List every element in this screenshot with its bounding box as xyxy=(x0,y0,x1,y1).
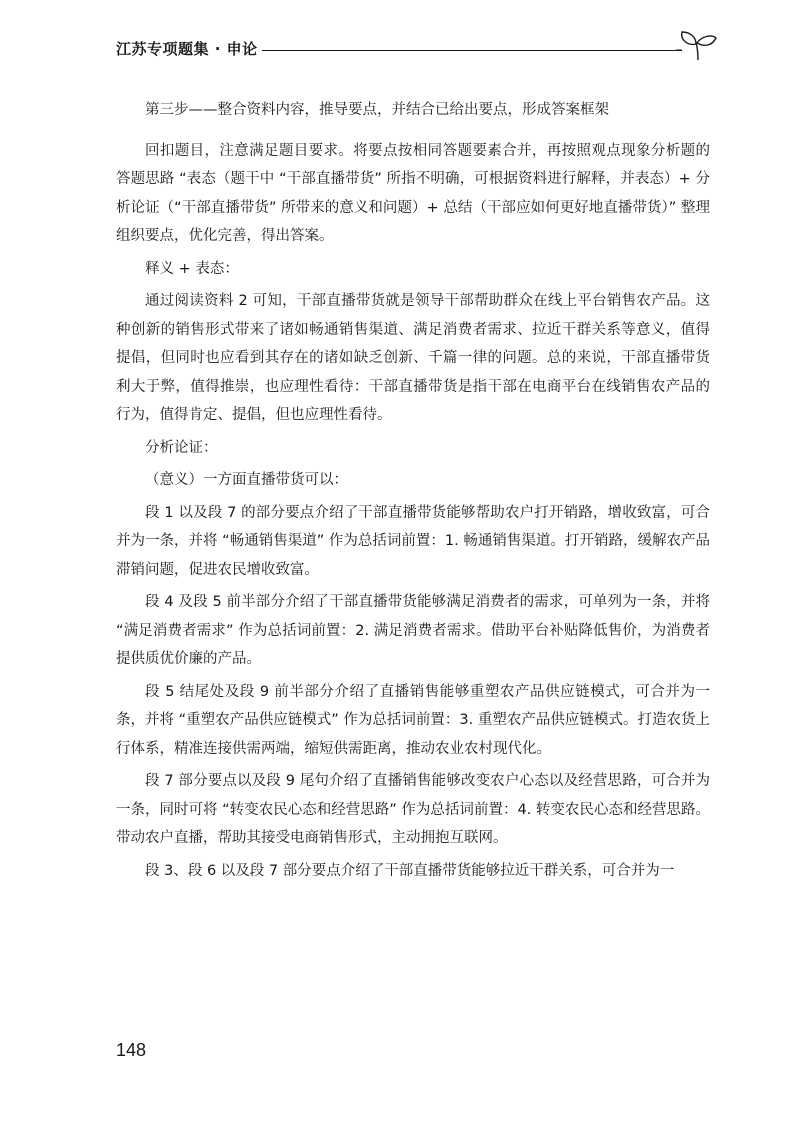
sprout-icon xyxy=(676,28,720,62)
paragraph: （意义）一方面直播带货可以： xyxy=(145,472,348,488)
paragraph: 通过阅读资料 2 可知，干部直播带货就是领导干部帮助群众在线上平台销售农产品。这种创新的销售形式带来了诸如畅通销售渠道、满足消费者需求、拉近干群关系等意义，值得提倡，但同时也应看到其存在的诸如缺乏创新、千篇一律的问题。总的来说，干部直播带货利大于弊，值得推崇，也应理性看待：干部直播带货是指干部在电商平台在线销售农产品的行为，值得肯定、提倡，但也应理性看待。 xyxy=(116,293,710,423)
paragraph: 段 4 及段 5 前半部分介绍了干部直播带货能够满足消费者的需求，可单列为一条，并将 “满足消费者需求” 作为总括词前置：2. 满足消费者需求。借助平台补贴降低售价，为消费者提供质优价廉的产品。 xyxy=(116,594,710,667)
running-header-title: 江苏专项题集 · 申论 xyxy=(116,40,258,58)
body-text xyxy=(116,96,710,889)
paragraph: 段 5 结尾处及段 9 前半部分介绍了直播销售能够重塑农产品供应链模式，可合并为一条，并将 “重塑农产品供应链模式” 作为总括词前置：3. 重塑农产品供应链模式。打造农货上行体系，精准连接供需两端，缩短供需距离，推动农业农村现代化。 xyxy=(116,683,710,757)
page-number: 148 xyxy=(116,1040,147,1060)
paragraph: 段 1 以及段 7 的部分要点介绍了干部直播带货能够帮助农户打开销路，增收致富，可合并为一条，并将 “畅通销售渠道” 作为总括词前置：1. 畅通销售渠道。打开销路，缓解农产品滞销问题，促进农民增收致富。 xyxy=(116,504,710,578)
paragraph: 段 7 部分要点以及段 9 尾句介绍了直播销售能够改变农户心态以及经营思路，可合并为一条，同时可将 “转变农民心态和经营思路” 作为总括词前置：4. 转变农民心态和经营思路。带动农户直播，帮助其接受电商销售形式，主动拥抱互联网。 xyxy=(116,773,710,846)
paragraph: 回扣题目，注意满足题目要求。将要点按相同答题要素合并，再按照观点现象分析题的答题思路 “表态（题干中 “干部直播带货” 所指不明确，可根据资料进行解释，并表态）+ 分析论证（“干部直播带货” 所带来的意义和问题）+ 总结（干部应如何更好地直播带货）” 整理组织要点，优化完善，得出答案。 xyxy=(116,142,710,244)
paragraph: 释义 + 表态： xyxy=(145,260,239,277)
header-rule xyxy=(262,50,682,51)
step-heading: 第三步——整合资料内容，推导要点，并结合已给出要点，形成答案框架 xyxy=(145,102,609,118)
paragraph: 段 3、段 6 以及段 7 部分要点介绍了干部直播带货能够拉近干群关系，可合并为一 xyxy=(145,862,675,879)
paragraph: 分析论证： xyxy=(145,439,218,456)
